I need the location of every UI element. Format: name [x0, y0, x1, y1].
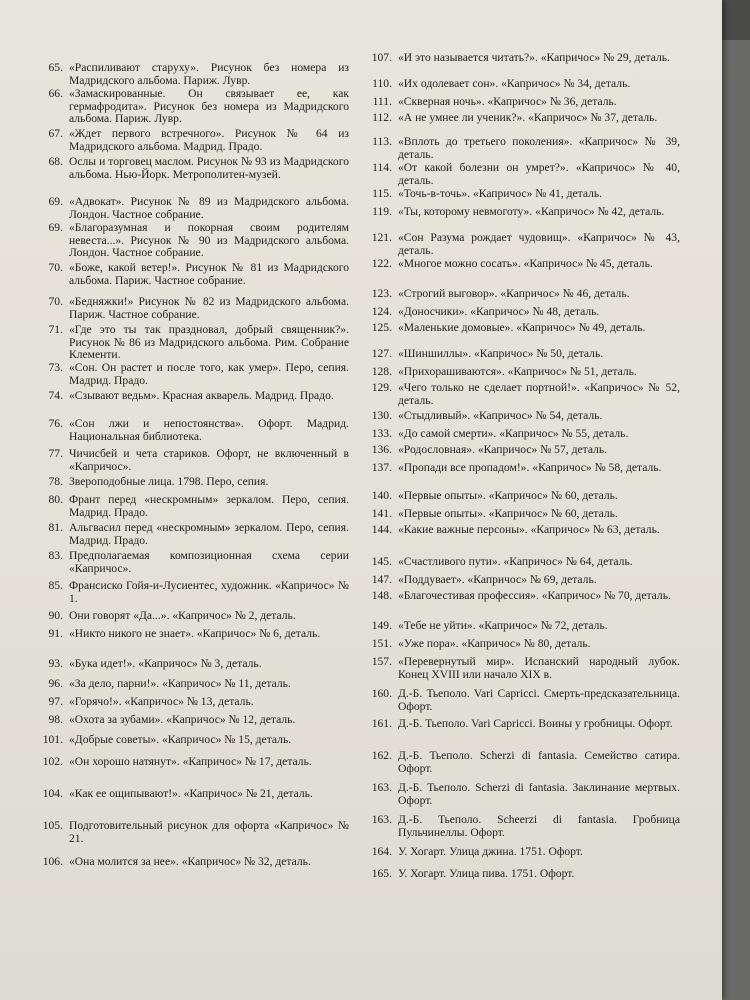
caption-number: 123. [371, 287, 392, 300]
caption-text: «За дело, парни!». «Капричос» № 11, деталь. [69, 677, 291, 690]
caption-number: 76. [48, 417, 63, 430]
caption-entry [358, 428, 680, 441]
caption-number: 124. [371, 305, 392, 318]
caption-number: 127. [371, 347, 392, 360]
caption-number: 105. [42, 819, 63, 832]
caption-text: «Сон лжи и непостоянства». Офорт. Мадрид. Национальная библиотека. [69, 417, 349, 443]
caption-number: 148. [371, 589, 392, 602]
caption-text: «Адвокат». Рисунок № 89 из Мадридского альбома. Лондон. Частное собрание. [69, 195, 349, 221]
caption-entry [358, 590, 680, 603]
caption-text: Д.-Б. Тьеполо. Vari Capricci. Смерть-предсказательница. Офорт. [398, 687, 680, 713]
caption-number: 125. [371, 321, 392, 334]
caption-entry [358, 206, 680, 219]
caption-text: Подготовительный рисунок для офорта «Капричос» № 21. [69, 819, 349, 845]
caption-text: «Строгий выговор». «Капричос» № 46, деталь. [398, 287, 630, 300]
caption-text: «Уже пора». «Капричос» № 80, деталь. [398, 637, 591, 650]
caption-text: У. Хогарт. Улица джина. 1751. Офорт. [398, 845, 583, 858]
caption-entry [358, 638, 680, 651]
caption-number: 137. [371, 461, 392, 474]
caption-entry [358, 348, 680, 361]
caption-number: 106. [42, 855, 63, 868]
caption-number: 68. [48, 155, 63, 168]
caption-number: 122. [371, 257, 392, 270]
caption-entry [358, 136, 680, 161]
caption-text: «Сзывают ведьм». Красная акварель. Мадрид. Прадо. [69, 389, 334, 402]
caption-text: «Благочестивая профессия». «Капричос» № 70, деталь. [398, 589, 671, 602]
caption-entry [358, 656, 680, 681]
caption-number: 144. [371, 523, 392, 536]
caption-text: «А не умнее ли ученик?». «Капричос» № 37, деталь. [398, 111, 658, 124]
caption-number: 91. [48, 627, 63, 640]
caption-number: 104. [42, 787, 63, 800]
caption-number: 80. [48, 493, 63, 506]
caption-text: «Замаскированные. Он связывает ее, как гермафродита». Рисунок без номера из Мадридского альбома. Париж. Лувр. [69, 87, 349, 126]
caption-text: «Он хорошо натянут». «Капричос» № 17, деталь. [69, 755, 312, 768]
caption-entry [358, 782, 680, 807]
caption-text: «Поддувает». «Капричос» № 69, деталь. [398, 573, 597, 586]
caption-text: «Многое можно сосать». «Капричос» № 45, деталь. [398, 257, 653, 270]
caption-text: «Добрые советы». «Капричос» № 15, деталь. [69, 733, 292, 746]
caption-text: «Точь-в-точь». «Капричос» № 41, деталь. [398, 187, 603, 200]
caption-text: «И это называется читать?». «Капричос» № 29, деталь. [398, 51, 670, 64]
caption-number: 147. [371, 573, 392, 586]
caption-entry [358, 688, 680, 713]
caption-text: «Какие важные персоны». «Капричос» № 63, деталь. [398, 523, 660, 536]
caption-entry [358, 462, 680, 475]
caption-text: «Сон. Он растет и после того, как умер». Перо, сепия. Мадрид. Прадо. [69, 361, 349, 387]
caption-number: 69. [48, 221, 63, 234]
caption-entry [358, 490, 680, 503]
caption-number: 119. [372, 205, 392, 218]
caption-text: «Бедняжки!» Рисунок № 82 из Мадридского альбома. Париж. Частное собрание. [69, 295, 349, 321]
caption-text: «Распиливают старуху». Рисунок без номера из Мадридского альбома. Париж. Лувр. [69, 61, 349, 87]
caption-number: 98. [48, 713, 63, 726]
caption-number: 133. [371, 427, 392, 440]
caption-entry [358, 258, 680, 271]
caption-number: 101. [42, 733, 63, 746]
caption-text: «Маленькие домовые». «Капричос» № 49, деталь. [398, 321, 646, 334]
caption-number: 90. [48, 609, 63, 622]
caption-entry [358, 410, 680, 423]
caption-text: Они говорят «Да...». «Капричос» № 2, деталь. [69, 609, 296, 622]
caption-number: 83. [48, 549, 63, 562]
caption-number: 66. [48, 87, 63, 100]
caption-entry [358, 322, 680, 335]
caption-text: Д.-Б. Тьеполо. Scherzi di fantasia. Семейство сатира. Офорт. [398, 749, 680, 775]
caption-text: «Тебе не уйти». «Капричос» № 72, деталь. [398, 619, 608, 632]
caption-text: Альгвасил перед «нескромным» зеркалом. Перо, сепия. Мадрид. Прадо. [69, 521, 349, 547]
caption-text: «Ждет первого встречного». Рисунок № 64 из Мадридского альбома. Мадрид. Прадо. [69, 127, 349, 153]
caption-number: 70. [48, 261, 63, 274]
caption-text: «Как ее ощипывают!». «Капричос» № 21, деталь. [69, 787, 313, 800]
caption-number: 102. [42, 755, 63, 768]
caption-number: 162. [371, 749, 392, 762]
caption-entry [358, 78, 680, 91]
caption-entry [358, 750, 680, 775]
caption-number: 114. [372, 161, 392, 174]
caption-number: 163. [371, 781, 392, 794]
caption-number: 121. [371, 231, 392, 244]
caption-number: 81. [48, 521, 63, 534]
caption-number: 113. [372, 135, 392, 148]
caption-number: 107. [371, 51, 392, 64]
caption-number: 71. [48, 323, 63, 336]
caption-text: Д.-Б. Тьеполо. Vari Capricci. Воины у гробницы. Офорт. [398, 717, 673, 730]
caption-entry [358, 96, 680, 109]
caption-text: «Горячо!». «Капричос» № 13, деталь. [69, 695, 254, 708]
caption-text: Ослы и торговец маслом. Рисунок № 93 из Мадридского альбома. Нью-Йорк. Метрополитен-музей. [69, 155, 349, 181]
caption-text: «Она молится за нее». «Капричос» № 32, деталь. [69, 855, 311, 868]
caption-number: 93. [48, 657, 63, 670]
caption-number: 77. [48, 447, 63, 460]
caption-number: 78. [48, 475, 63, 488]
caption-number: 130. [371, 409, 392, 422]
caption-text: «Шиншиллы». «Капричос» № 50, деталь. [398, 347, 604, 360]
caption-number: 157. [371, 655, 392, 668]
caption-text: Предполагаемая композиционная схема серии «Капричос». [69, 549, 349, 575]
caption-text: «Прихорашиваются». «Капричос» № 51, деталь. [398, 365, 637, 378]
caption-text: Звероподобные лица. 1798. Перо, сепия. [69, 475, 269, 488]
caption-entry [358, 524, 680, 537]
caption-number: 161. [371, 717, 392, 730]
caption-text: Франт перед «нескромным» зеркалом. Перо, сепия. Мадрид. Прадо. [69, 493, 349, 519]
caption-text: «Где это ты так праздновал, добрый священник?». Рисунок № 86 из Мадридского альбома. Рим. Собрание Клементи. [69, 323, 349, 362]
caption-number: 141. [371, 507, 392, 520]
caption-text: Чичисбей и чета стариков. Офорт, не включенный в «Капричос». [69, 447, 349, 473]
caption-text: «Никто никого не знает». «Капричос» № 6, деталь. [69, 627, 321, 640]
caption-text: «Ты, которому невмоготу». «Капричос» № 42, деталь. [398, 205, 665, 218]
caption-text: Д.-Б. Тьеполо. Scheerzi di fantasia. Гробница Пульчинеллы. Офорт. [398, 813, 680, 839]
caption-number: 160. [371, 687, 392, 700]
caption-text: «Чего только не сделает портной!». «Капричос» № 52, деталь. [398, 381, 680, 407]
caption-number: 65. [48, 61, 63, 74]
caption-text: «Стыдливый». «Капричос» № 54, деталь. [398, 409, 603, 422]
caption-text: «Перевернутый мир». Испанский народный лубок. Конец XVIII или начало XIX в. [398, 655, 680, 681]
caption-entry [358, 574, 680, 587]
caption-entry [358, 52, 680, 65]
caption-entry [358, 556, 680, 569]
caption-entry [358, 382, 680, 407]
caption-entry [358, 162, 680, 187]
caption-text: «Первые опыты». «Капричос» № 60, деталь. [398, 507, 618, 520]
caption-text: «Доносчики». «Капричос» № 48, деталь. [398, 305, 600, 318]
caption-text: «Благоразумная и покорная своим родителям невеста...». Рисунок № 90 из Мадридского альбома. Лондон. Частное собрание. [69, 221, 349, 260]
caption-number: 110. [372, 77, 392, 90]
caption-text: «Вплоть до третьего поколения». «Капричос» № 39, деталь. [398, 135, 680, 161]
caption-text: «От какой болезни он умрет?». «Капричос» № 40, деталь. [398, 161, 680, 187]
caption-number: 149. [371, 619, 392, 632]
caption-text: «Счастливого пути». «Капричос» № 64, деталь. [398, 555, 633, 568]
caption-entry [358, 232, 680, 257]
caption-entry [358, 620, 680, 633]
caption-text: «До самой смерти». «Капричос» № 55, деталь. [398, 427, 629, 440]
caption-entry [358, 718, 680, 731]
caption-entry [358, 288, 680, 301]
caption-number: 97. [48, 695, 63, 708]
caption-entry [358, 508, 680, 521]
caption-number: 136. [371, 443, 392, 456]
caption-entry [358, 112, 680, 125]
caption-number: 163. [371, 813, 392, 826]
caption-text: У. Хогарт. Улица пива. 1751. Офорт. [398, 867, 575, 880]
caption-text: «Охота за зубами». «Капричос» № 12, деталь. [69, 713, 296, 726]
caption-text: «Пропади все пропадом!». «Капричос» № 58, деталь. [398, 461, 662, 474]
caption-number: 140. [371, 489, 392, 502]
caption-number: 112. [372, 111, 392, 124]
caption-number: 74. [48, 389, 63, 402]
caption-entry [358, 306, 680, 319]
caption-text: «Скверная ночь». «Капричос» № 36, деталь. [398, 95, 617, 108]
caption-number: 129. [371, 381, 392, 394]
caption-entry [358, 814, 680, 839]
caption-entry [358, 188, 680, 201]
caption-number: 73. [48, 361, 63, 374]
caption-number: 151. [371, 637, 392, 650]
caption-number: 70. [48, 295, 63, 308]
caption-number: 115. [372, 187, 392, 200]
caption-entry [358, 444, 680, 457]
caption-text: Франсиско Гойя-и-Лусиентес, художник. «Капричос» № 1. [69, 579, 349, 605]
caption-number: 145. [371, 555, 392, 568]
caption-entry [358, 366, 680, 379]
caption-text: «Бука идет!». «Капричос» № 3, деталь. [69, 657, 262, 670]
caption-number: 165. [371, 867, 392, 880]
caption-text: «Первые опыты». «Капричос» № 60, деталь. [398, 489, 618, 502]
caption-text: «Сон Разума рождает чудовищ». «Капричос» № 43, деталь. [398, 231, 680, 257]
caption-text: «Боже, какой ветер!». Рисунок № 81 из Мадридского альбома. Париж. Частное собрание. [69, 261, 349, 287]
caption-number: 164. [371, 845, 392, 858]
caption-entry [358, 846, 680, 859]
caption-number: 69. [48, 195, 63, 208]
caption-number: 111. [372, 95, 392, 108]
caption-text: Д.-Б. Тьеполо. Scherzi di fantasia. Заклинание мертвых. Офорт. [398, 781, 680, 807]
caption-entry [358, 868, 680, 881]
caption-number: 96. [48, 677, 63, 690]
caption-text: «Родословная». «Капричос» № 57, деталь. [398, 443, 608, 456]
caption-number: 85. [48, 579, 63, 592]
caption-number: 67. [48, 127, 63, 140]
caption-text: «Их одолевает сон». «Капричос» № 34, деталь. [398, 77, 631, 90]
caption-number: 128. [371, 365, 392, 378]
